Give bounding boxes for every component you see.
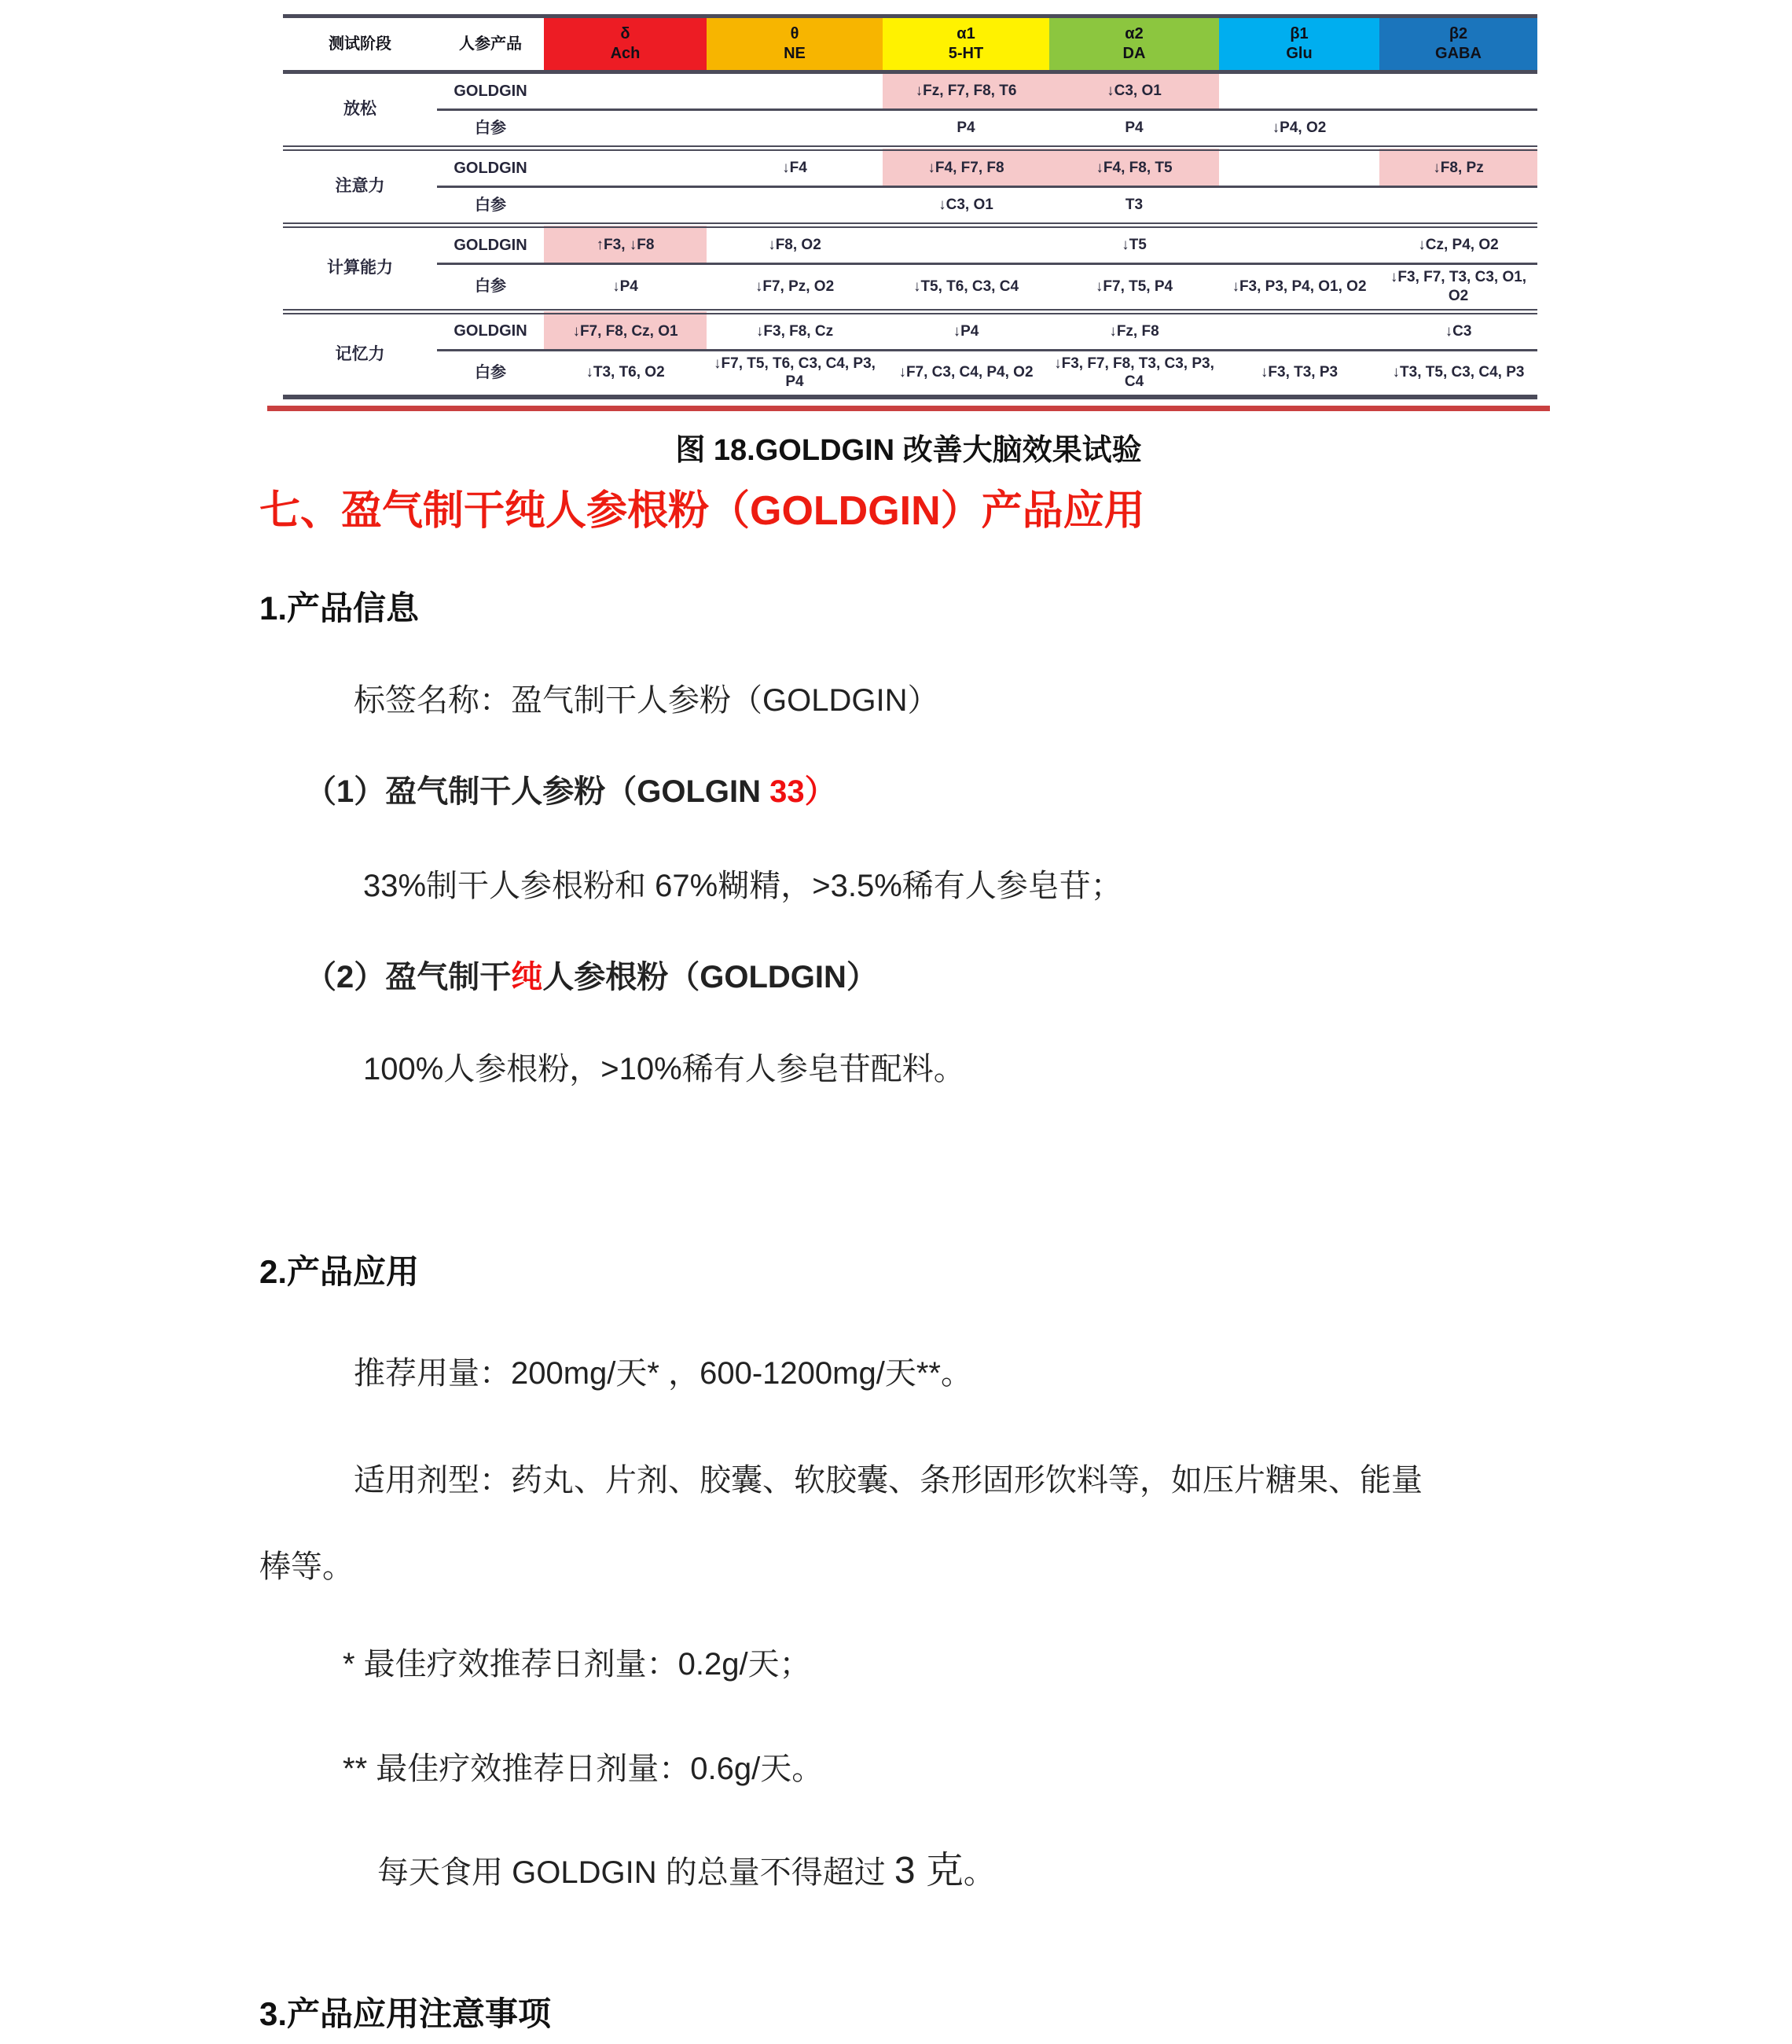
value-cell [707, 72, 883, 110]
footnote-2: ** 最佳疗效推荐日剂量：0.6g/天。 [343, 1752, 824, 1786]
section-1-title: 1.产品信息 [259, 590, 420, 627]
daily-limit-amount: 3 克 [894, 1850, 964, 1891]
section-2-title: 2.产品应用 [259, 1253, 420, 1290]
figure-18 [267, 14, 1550, 469]
band-header-5-ht: α1 5-HT [883, 17, 1049, 72]
value-cell: P4 [883, 110, 1049, 149]
value-cell [544, 110, 707, 149]
band-header-gaba: β2 GABA [1379, 17, 1537, 72]
product-item-1-text: （1）盈气制干人参粉（GOLGIN [305, 774, 770, 809]
value-cell: ↓F7, T5, P4 [1049, 264, 1219, 312]
value-cell [1219, 72, 1379, 110]
value-cell: ↓T5 [1049, 226, 1219, 264]
value-cell: ↓F3, T3, P3 [1219, 350, 1379, 397]
value-cell: ↓F4 [707, 149, 883, 187]
value-cell: ↓F3, F7, T3, C3, O1, O2 [1379, 264, 1537, 312]
dosage-form-line-1: 适用剂型：药丸、片剂、胶囊、软胶囊、条形固形饮料等，如压片糖果、能量 [354, 1463, 1423, 1498]
table-row [283, 350, 1537, 397]
dosage-line: 推荐用量：200mg/天* ，600-1200mg/天**。 [354, 1356, 972, 1391]
table-row [283, 187, 1537, 226]
value-cell: ↓F3, F7, F8, T3, C3, P3, C4 [1049, 350, 1219, 397]
product-cell: 白参 [437, 350, 544, 397]
value-cell [1379, 72, 1537, 110]
value-cell [1379, 187, 1537, 226]
value-cell: ↓C3, O1 [883, 187, 1049, 226]
value-cell: ↓F7, F8, Cz, O1 [544, 311, 707, 350]
table-header-row [283, 17, 1537, 72]
product-item-1-accent: 33） [769, 774, 836, 809]
stage-cell: 注意力 [283, 149, 437, 226]
value-cell: ↓F3, F8, Cz [707, 311, 883, 350]
value-cell: ↓Cz, P4, O2 [1379, 226, 1537, 264]
value-cell: ↓T3, T5, C3, C4, P3 [1379, 350, 1537, 397]
value-cell: ↓Fz, F7, F8, T6 [883, 72, 1049, 110]
daily-limit-line [377, 1847, 995, 1895]
value-cell [1219, 226, 1379, 264]
value-cell [1219, 311, 1379, 350]
label-name-line: 标签名称：盈气制干人参粉（GOLDGIN） [354, 683, 939, 718]
section-heading-7: 七、盈气制干纯人参根粉（GOLDGIN）产品应用 [259, 488, 1145, 534]
value-cell: ↓F7, Pz, O2 [707, 264, 883, 312]
stage-cell: 计算能力 [283, 226, 437, 312]
band-header-ne: θ NE [707, 17, 883, 72]
product-item-1 [305, 772, 836, 811]
value-cell [707, 187, 883, 226]
value-cell [1219, 149, 1379, 187]
brainwave-results-table [283, 14, 1537, 399]
band-header-glu: β1 Glu [1219, 17, 1379, 72]
value-cell [544, 72, 707, 110]
value-cell: ↓P4 [544, 264, 707, 312]
red-divider-rule [267, 406, 1550, 411]
value-cell: ↓C3, O1 [1049, 72, 1219, 110]
product-cell: GOLDGIN [437, 226, 544, 264]
product-cell: GOLDGIN [437, 149, 544, 187]
table-row [283, 311, 1537, 350]
value-cell: ↓F4, F7, F8 [883, 149, 1049, 187]
figure-caption: 图 18.GOLDGIN 改善大脑效果试验 [675, 434, 1142, 467]
band-header-ach: δ Ach [544, 17, 707, 72]
table-row [283, 72, 1537, 110]
value-cell [1219, 187, 1379, 226]
value-cell [544, 187, 707, 226]
value-cell [707, 110, 883, 149]
value-cell: ↓T5, T6, C3, C4 [883, 264, 1049, 312]
value-cell: ↓P4 [883, 311, 1049, 350]
value-cell: ↓T3, T6, O2 [544, 350, 707, 397]
table-row [283, 149, 1537, 187]
value-cell: ↓Fz, F8 [1049, 311, 1219, 350]
daily-limit-post: 。 [963, 1855, 995, 1890]
value-cell: ↑F3, ↓F8 [544, 226, 707, 264]
product-item-1-desc: 33%制干人参根粉和 67%糊精，>3.5%稀有人参皂苷； [363, 869, 1122, 903]
value-cell: ↓F8, O2 [707, 226, 883, 264]
value-cell: ↓F3, P3, P4, O1, O2 [1219, 264, 1379, 312]
stage-cell: 记忆力 [283, 311, 437, 397]
value-cell [1379, 110, 1537, 149]
value-cell: ↓F8, Pz [1379, 149, 1537, 187]
value-cell: T3 [1049, 187, 1219, 226]
stage-column-header: 测试阶段 [283, 17, 437, 72]
product-item-2-desc: 100%人参根粉，>10%稀有人参皂苷配料。 [363, 1052, 965, 1086]
product-item-2-accent: 纯 [511, 960, 543, 994]
daily-limit-pre: 每天食用 GOLDGIN 的总量不得超过 [377, 1855, 894, 1890]
product-cell: 白参 [437, 187, 544, 226]
stage-cell: 放松 [283, 72, 437, 149]
product-item-2-pre: （2）盈气制干 [305, 960, 512, 994]
product-cell: GOLDGIN [437, 311, 544, 350]
product-cell: 白参 [437, 110, 544, 149]
product-cell: 白参 [437, 264, 544, 312]
band-header-da: α2 DA [1049, 17, 1219, 72]
value-cell: ↓F4, F8, T5 [1049, 149, 1219, 187]
dosage-form-line-2: 棒等。 [259, 1550, 354, 1584]
product-item-2 [305, 958, 878, 997]
product-cell: GOLDGIN [437, 72, 544, 110]
value-cell: ↓C3 [1379, 311, 1537, 350]
table-row [283, 264, 1537, 312]
section-3-title: 3.产品应用注意事项 [259, 1995, 552, 2032]
value-cell: P4 [1049, 110, 1219, 149]
product-item-2-post: 人参根粉（GOLDGIN） [542, 960, 878, 994]
product-column-header: 人参产品 [437, 17, 544, 72]
table-row [283, 110, 1537, 149]
footnote-1: * 最佳疗效推荐日剂量：0.2g/天； [343, 1647, 811, 1682]
value-cell: ↓F7, C3, C4, P4, O2 [883, 350, 1049, 397]
value-cell: ↓F7, T5, T6, C3, C4, P3, P4 [707, 350, 883, 397]
value-cell [883, 226, 1049, 264]
table-row [283, 226, 1537, 264]
value-cell [544, 149, 707, 187]
value-cell: ↓P4, O2 [1219, 110, 1379, 149]
